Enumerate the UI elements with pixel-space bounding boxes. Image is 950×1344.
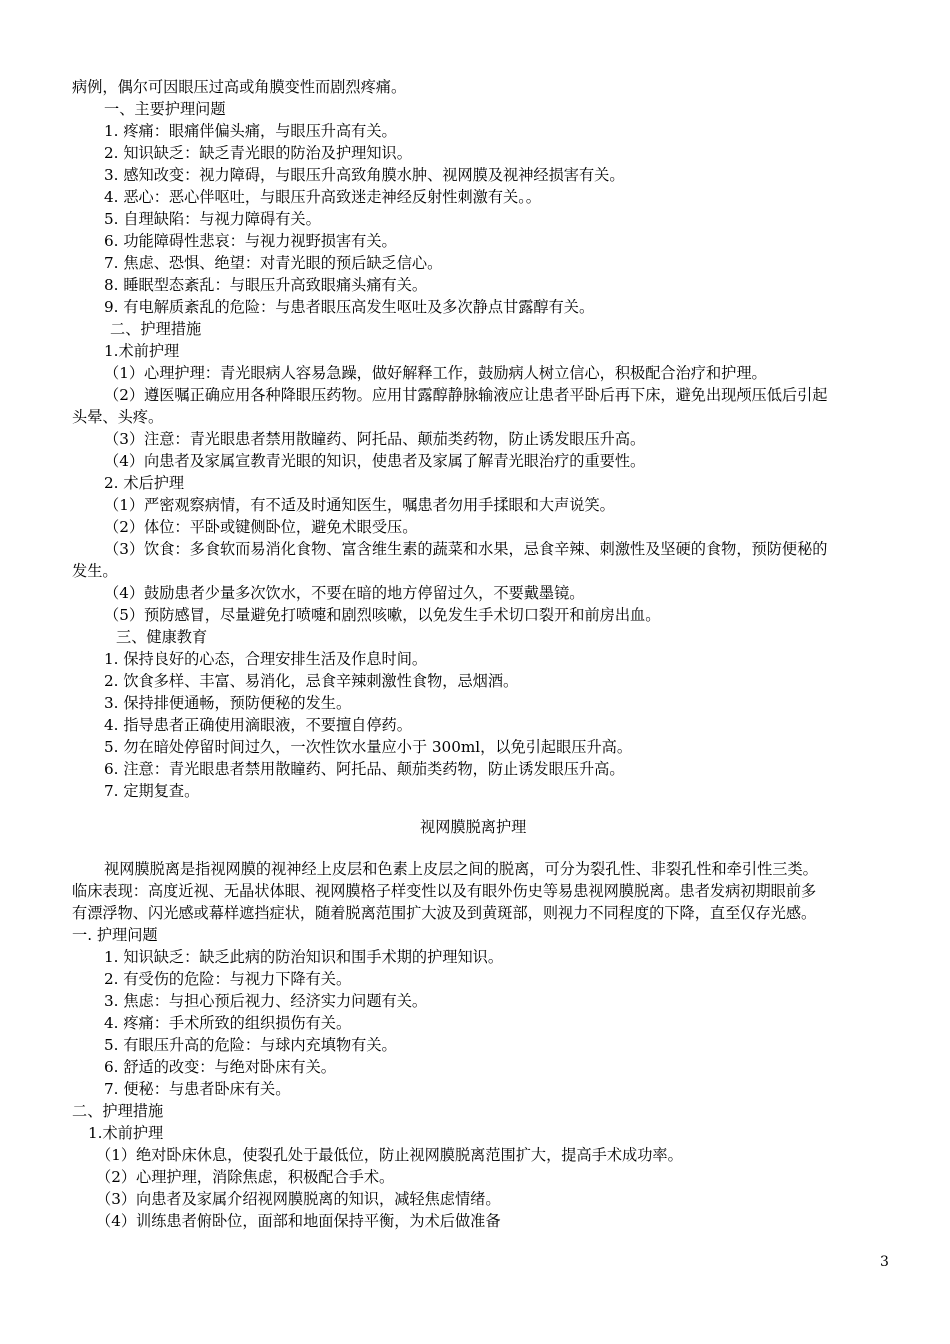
paragraph-line: 有漂浮物、闪光感或幕样遮挡症状，随着脱离范围扩大波及到黄斑部，则视力不同程度的下降，直至仅存光感。 [72,904,817,922]
section-heading: 一、主要护理问题 [104,100,226,118]
list-item: 3. 感知改变：视力障碍，与眼压升高致角膜水肿、视网膜及视神经损害有关。 [104,166,625,184]
list-item: 2. 饮食多样、丰富、易消化，忌食辛辣刺激性食物，忌烟酒。 [104,672,519,690]
list-item: 6. 功能障碍性悲哀：与视力视野损害有关。 [104,232,397,250]
list-item: 6. 舒适的改变：与绝对卧床有关。 [104,1058,336,1076]
section-heading: 二、护理措施 [72,1102,164,1120]
subsection-heading: 1.术前护理 [104,342,180,360]
list-item: 9. 有电解质紊乱的危险：与患者眼压高发生呕吐及多次静点甘露醇有关。 [104,298,595,316]
list-item: 3. 保持排便通畅，预防便秘的发生。 [104,694,352,712]
list-item: （2）体位：平卧或键侧卧位，避免术眼受压。 [104,518,418,536]
list-item: 4. 指导患者正确使用滴眼液，不要擅自停药。 [104,716,412,734]
section-heading: 一. 护理问题 [72,926,158,944]
list-item: 7. 焦虑、恐惧、绝望：对青光眼的预后缺乏信心。 [104,254,443,272]
list-item: 1. 疼痛：眼痛伴偏头痛，与眼压升高有关。 [104,122,397,140]
list-item: （1）心理护理：青光眼病人容易急躁，做好解释工作，鼓励病人树立信心，积极配合治疗和护理。 [104,364,767,382]
list-item: 8. 睡眠型态紊乱：与眼压升高致眼痛头痛有关。 [104,276,428,294]
list-item: 1. 保持良好的心态，合理安排生活及作息时间。 [104,650,428,668]
list-item: 5. 自理缺陷：与视力障碍有关。 [104,210,321,228]
page-title: 视网膜脱离护理 [420,818,527,836]
section-heading: 三、健康教育 [116,628,208,646]
list-item: （4）训练患者俯卧位，面部和地面保持平衡，为术后做准备 [96,1212,501,1230]
list-item: 5. 勿在暗处停留时间过久，一次性饮水量应小于 300ml，以免引起眼压升高。 [104,738,633,756]
section-heading: 二、护理措施 [110,320,202,338]
list-item: 1. 知识缺乏：缺乏此病的防治知识和围手术期的护理知识。 [104,948,504,966]
list-item: （4）鼓励患者少量多次饮水，不要在暗的地方停留过久，不要戴墨镜。 [104,584,585,602]
list-item: 5. 有眼压升高的危险：与球内充填物有关。 [104,1036,397,1054]
list-item: （2）心理护理，消除焦虑，积极配合手术。 [96,1168,395,1186]
list-item: 7. 定期复查。 [104,782,200,800]
list-item: （3）注意：青光眼患者禁用散瞳药、阿托品、颠茄类药物，防止诱发眼压升高。 [104,430,646,448]
list-item: （1）严密观察病情，有不适及时通知医生，嘱患者勿用手揉眼和大声说笑。 [104,496,615,514]
paragraph-line: 临床表现：高度近视、无晶状体眼、视网膜格子样变性以及有眼外伤史等易患视网膜脱离。患者发病初期眼前多 [72,882,817,900]
subsection-heading: 2. 术后护理 [104,474,185,492]
subsection-heading: 1.术前护理 [88,1124,164,1142]
paragraph-line: 视网膜脱离是指视网膜的视神经上皮层和色素上皮层之间的脱离，可分为裂孔性、非裂孔性和牵引性三类。 [104,860,818,878]
list-item: 3. 焦虑：与担心预后视力、经济实力问题有关。 [104,992,428,1010]
list-item: （2）遵医嘱正确应用各种降眼压药物。应用甘露醇静脉输液应让患者平卧后再下床，避免出现颅压低后引起 [104,386,828,404]
list-item: （4）向患者及家属宣教青光眼的知识，使患者及家属了解青光眼治疗的重要性。 [104,452,646,470]
list-item: （3）向患者及家属介绍视网膜脱离的知识，减轻焦虑情绪。 [96,1190,501,1208]
page-number: 3 [880,1254,889,1270]
text-line: 发生。 [72,562,118,580]
list-item: （3）饮食：多食软而易消化食物、富含维生素的蔬菜和水果，忌食辛辣、刺激性及坚硬的食物，预防便秘的 [104,540,828,558]
list-item: 4. 疼痛：手术所致的组织损伤有关。 [104,1014,352,1032]
list-item: （1）绝对卧床休息，使裂孔处于最低位，防止视网膜脱离范围扩大，提高手术成功率。 [96,1146,683,1164]
list-item: 4. 恶心：恶心伴呕吐，与眼压升高致迷走神经反射性刺激有关。。 [104,188,541,206]
list-item: 2. 知识缺乏：缺乏青光眼的防治及护理知识。 [104,144,412,162]
text-line: 病例，偶尔可因眼压过高或角膜变性而剧烈疼痛。 [72,78,407,96]
list-item: 6. 注意：青光眼患者禁用散瞳药、阿托品、颠茄类药物，防止诱发眼压升高。 [104,760,625,778]
text-line: 头晕、头疼。 [72,408,164,426]
list-item: （5）预防感冒，尽量避免打喷嚏和剧烈咳嗽，以免发生手术切口裂开和前房出血。 [104,606,661,624]
list-item: 2. 有受伤的危险：与视力下降有关。 [104,970,352,988]
list-item: 7. 便秘：与患者卧床有关。 [104,1080,291,1098]
